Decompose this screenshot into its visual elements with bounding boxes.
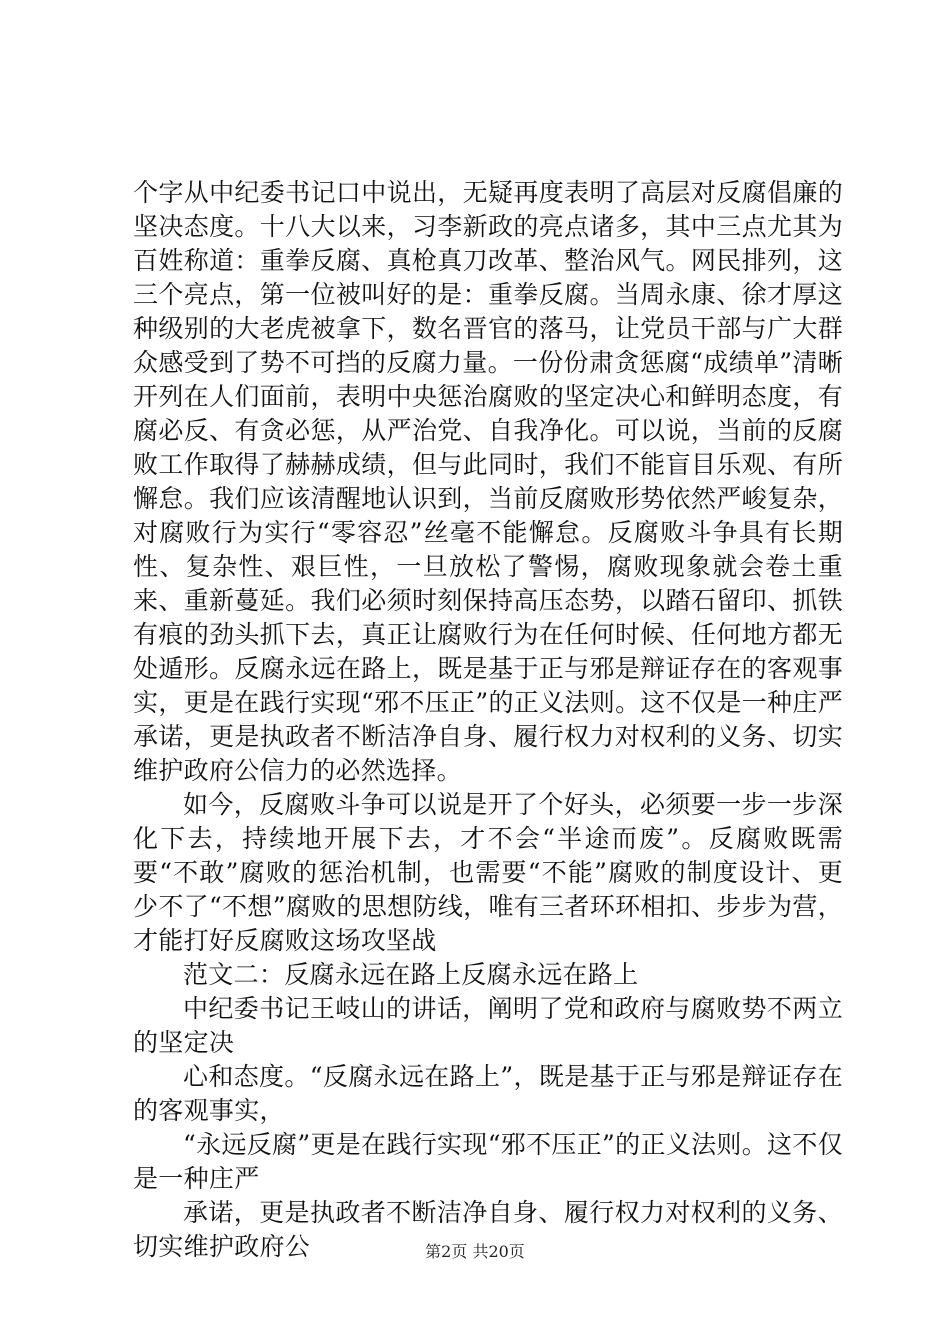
paragraph: 如今，反腐败斗争可以说是开了个好头，必须要一步一步深化下去，持续地开展下去，才不会“半途而废”。反腐败既需要“不敢”腐败的惩治机制，也需要“不能”腐败的制度设计、更少不了“不想”腐败的思想防线，唯有三者环环相扣、步步为营，才能打好反腐败这场攻坚战 — [133, 790, 843, 955]
document-body — [133, 176, 843, 1264]
section-heading: 范文二：反腐永远在路上反腐永远在路上 — [183, 960, 639, 989]
paragraph: 个字从中纪委书记口中说出，无疑再度表明了高层对反腐倡廉的坚决态度。十八大以来，习李新政的亮点诸多，其中三点尤其为百姓称道：重拳反腐、真枪真刀改革、整治风气。网民排列，这三个亮点，第一位被叫好的是：重拳反腐。当周永康、徐才厚这种级别的大老虎被拿下，数名晋官的落马，让党员干部与广大群众感受到了势不可挡的反腐力量。一份份肃贪惩腐“成绩单”清晰开列在人们面前，表明中央惩治腐败的坚定决心和鲜明态度，有腐必反、有贪必惩，从严治党、自我净化。可以说，当前的反腐败工作取得了赫赫成绩，但与此同时，我们不能盲目乐观、有所懈怠。我们应该清醒地认识到，当前反腐败形势依然严峻复杂，对腐败行为实行“零容忍”丝毫不能懈怠。反腐败斗争具有长期性、复杂性、艰巨性，一旦放松了警惕，腐败现象就会卷土重来、重新蔓延。我们必须时刻保持高压态势，以踏石留印、抓铁有痕的劲头抓下去，真正让腐败行为在任何时候、任何地方都无处遁形。反腐永远在路上，既是基于正与邪是辩证存在的客观事实，更是在践行实现“邪不压正”的正义法则。这不仅是一种庄严承诺，更是执政者不断洁净自身、履行权力对权利的义务、切实维护政府公信力的必然选择。 — [133, 178, 843, 785]
paragraph: 承诺，更是执政者不断洁净自身、履行权力对权利的义务、切实维护政府公 — [133, 1198, 843, 1261]
paragraph: 心和态度。“反腐永远在路上”，既是基于正与邪是辩证存在的客观事实， — [133, 1062, 843, 1125]
paragraph: “永远反腐”更是在践行实现“邪不压正”的正义法则。这不仅是一种庄严 — [133, 1130, 843, 1193]
paragraph: 中纪委书记王岐山的讲话，阐明了党和政府与腐败势不两立的坚定决 — [133, 994, 843, 1057]
page-number-footer: 第2页 共20页 — [425, 1242, 525, 1261]
